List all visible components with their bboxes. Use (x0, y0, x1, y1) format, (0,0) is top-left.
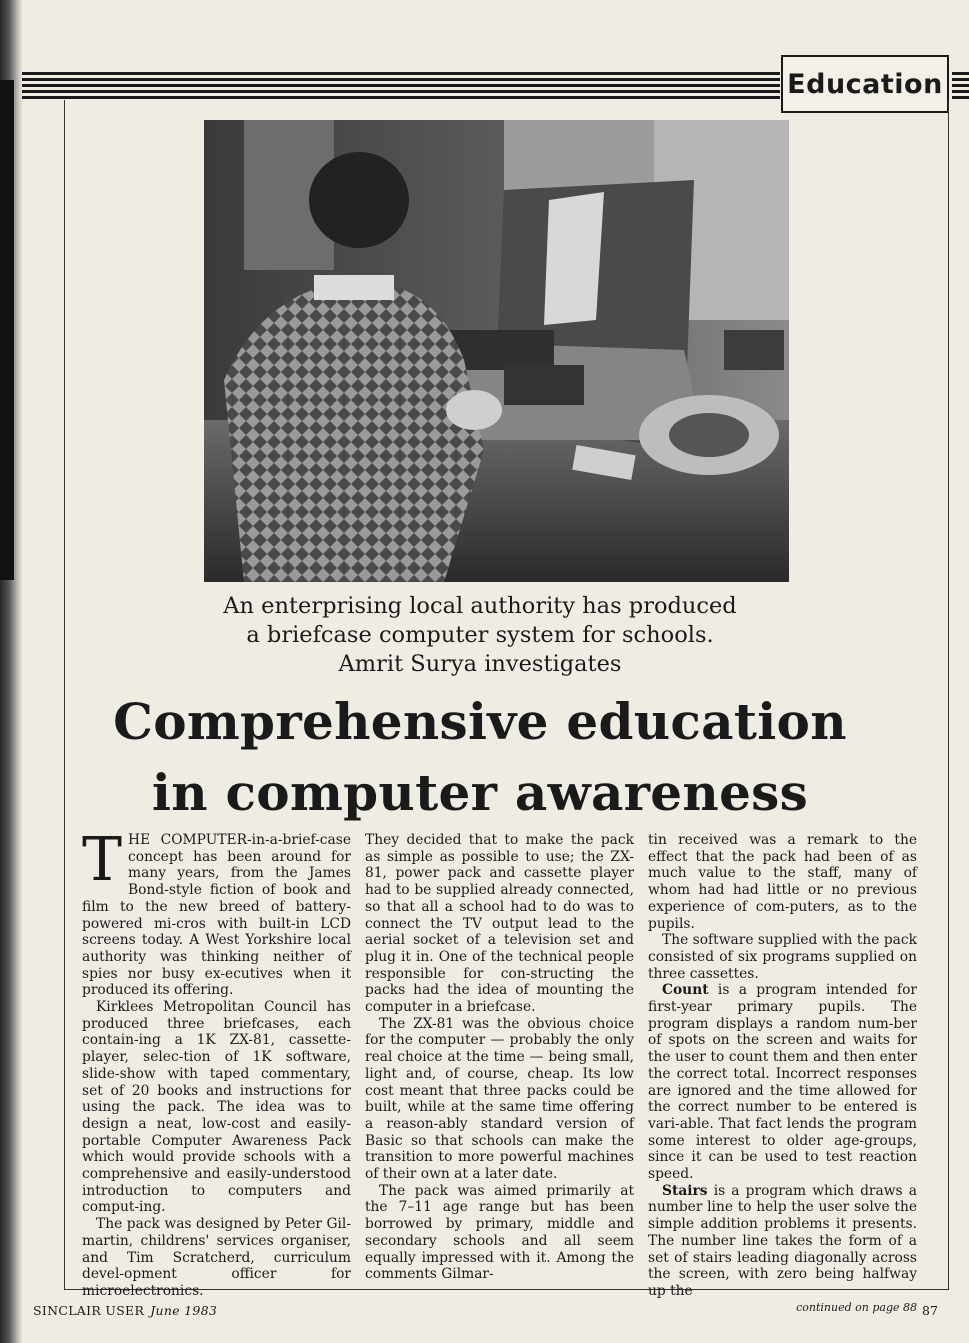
paragraph: Kirklees Metropolitan Council has produced three briefcases, each contain-ing a 1K ZX-81, cassette-player, selec-tion of 1K software, slide-show with taped commentary, set of 20 books and instructions for using the pack. The idea was to design a neat, low-cost and easily-portable Computer Awareness Pack which would provide schools with a comprehensive and easily-understood introduction to computers and comput-ing. (82, 999, 351, 1216)
paragraph: Stairs is a program which draws a number line to help the user solve the simple addition problems it presents. The number line takes the form of a set of stairs leading diagonally across the screen, with zero being halfway up the (648, 1182, 917, 1299)
standfirst-byline: Amrit Surya investigates (338, 651, 622, 677)
paragraph: The ZX-81 was the obvious choice for the computer — probably the only real choice at the time — being small, light and, of course, cheap. Its low cost meant that three packs could be built, while at the same time offering a reason-ably standard version of Basic so that schools can make the transition to more powerful machines of their own at a later date. (365, 1015, 634, 1183)
standfirst-line-1: An enterprising local authority has produced (223, 593, 737, 619)
publication-name: SINCLAIR USER (33, 1303, 145, 1318)
standfirst (150, 592, 810, 679)
paragraph: tin received was a remark to the effect that the pack had been of as much value to the staff, many of whom had had little or no previous experience of com-puters, as to the pupils. (648, 832, 917, 932)
drop-cap: T (82, 825, 123, 895)
page-binding-edge (0, 80, 14, 580)
standfirst-line-2: a briefcase computer system for schools. (246, 622, 714, 648)
paragraph: The pack was designed by Peter Gil-martin, childrens' services organiser, and Tim Scratcherd, curriculum devel-opment officer for microelectronics. (82, 1216, 351, 1299)
header-rules-right (952, 72, 969, 100)
body-column-2 (365, 832, 634, 1284)
body-column-1 (82, 825, 351, 1299)
paragraph: The software supplied with the pack consisted of six programs supplied on three cassettes. (648, 932, 917, 982)
paragraph: Count is a program intended for first-year primary pupils. The program displays a random num-ber of spots on the screen and waits for the user to count them and then enter the correct total. Incorrect responses are ignored and the time allowed for the correct number to be entered is vari-able. That fact lends the program some interest to older age-groups, since it can be used to test reaction speed. (648, 982, 917, 1183)
paragraph: The pack was aimed primarily at the 7–11 age range but has been borrowed by primary, middle and secondary schools and all seem equally impressed with it. Among the comments Gilmar- (365, 1182, 634, 1283)
program-name-count: Count (662, 982, 709, 999)
headline-line-1: Comprehensive education (113, 692, 847, 751)
page-number: 87 (922, 1303, 938, 1318)
footer-publication (33, 1303, 217, 1318)
photo-illustration (204, 120, 789, 582)
photo-image (204, 120, 789, 582)
continued-note: continued on page 88 (796, 1300, 917, 1314)
headline-line-2: in computer awareness (151, 763, 809, 822)
program-name-stairs: Stairs (662, 1182, 708, 1199)
issue-date: June 1983 (150, 1303, 218, 1318)
article-headline (40, 686, 920, 828)
body-column-3 (648, 832, 917, 1314)
section-label: Education (787, 68, 943, 100)
paragraph: THE COMPUTER-in-a-brief-case concept has been around for many years, from the James Bond-style fiction of book and film to the new breed of battery-powered mi-cros with built-in LCD screens today. A West Yorkshire local authority was thinking neither of spies nor busy ex-ecutives when it produced its offering. (82, 825, 351, 999)
header-rules-left (22, 72, 780, 100)
paragraph: They decided that to make the pack as simple as possible to use; the ZX-81, power pack and cassette player had to be supplied already connected, so that all a school had to do was to connect the TV output lead to the aerial socket of a television set and plug it in. One of the technical people responsible for con-structing the packs had the idea of mounting the computer in a briefcase. (365, 832, 634, 1016)
